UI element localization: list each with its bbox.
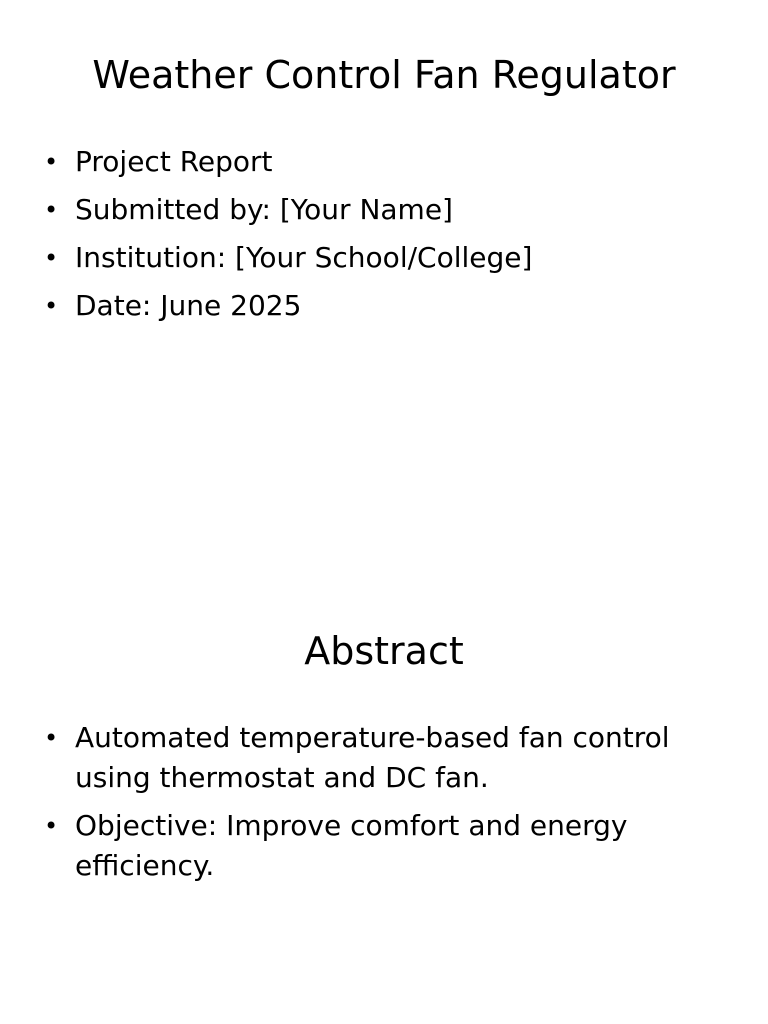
slide-abstract [0, 576, 768, 1024]
bullet-icon: • [44, 812, 59, 840]
bullet-item-date [44, 286, 724, 326]
bullet-text: Institution: [Your School/College] [75, 241, 533, 274]
bullet-list [44, 142, 724, 334]
bullet-text: Project Report [75, 145, 273, 178]
slide-title: Abstract [304, 629, 464, 673]
bullet-icon: • [44, 244, 59, 272]
bullet-text: Objective: Improve comfort and energy efficiency. [75, 809, 628, 882]
bullet-item-automated-control [44, 718, 724, 798]
bullet-item-objective [44, 806, 724, 886]
bullet-item-project-report [44, 142, 724, 182]
slide-title: Weather Control Fan Regulator [92, 53, 676, 97]
bullet-text: Automated temperature-based fan control using thermostat and DC fan. [75, 721, 670, 794]
bullet-icon: • [44, 724, 59, 752]
bullet-icon: • [44, 292, 59, 320]
bullet-icon: • [44, 148, 59, 176]
bullet-item-submitted-by [44, 190, 724, 230]
bullet-item-institution [44, 238, 724, 278]
bullet-text: Date: June 2025 [75, 289, 302, 322]
bullet-list [44, 718, 724, 894]
bullet-icon: • [44, 196, 59, 224]
bullet-text: Submitted by: [Your Name] [75, 193, 453, 226]
